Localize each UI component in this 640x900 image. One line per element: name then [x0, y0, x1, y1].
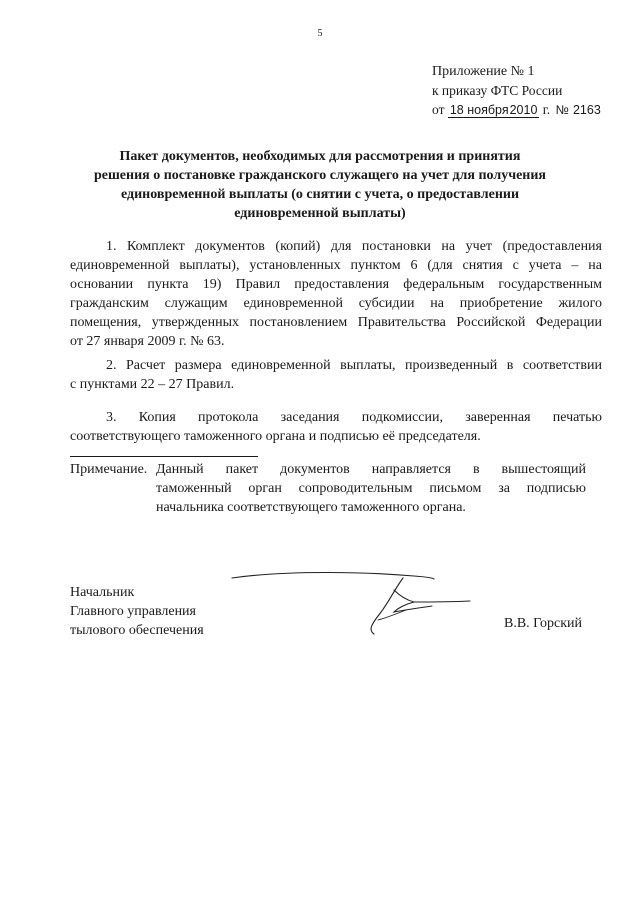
- note-line: начальника соответствующего таможенного органа.: [156, 500, 466, 515]
- appendix-number: 2163: [572, 103, 601, 117]
- appendix-title: Приложение № 1: [432, 64, 535, 79]
- item-1-line: основании пункта 19) Правил предоставления федеральным государственным: [70, 277, 602, 292]
- appendix-header: [432, 62, 603, 119]
- item-2: [70, 356, 602, 394]
- appendix-number-label: №: [555, 103, 569, 117]
- note-row: [70, 460, 590, 517]
- item-3-line: 3. Копия протокола заседания подкомиссии, заверенная печатью: [106, 410, 602, 425]
- item-1: [70, 237, 602, 351]
- appendix-date-line: [432, 100, 603, 119]
- item-2-line: 2. Расчет размера единовременной выплаты, произведенный в соответствии: [106, 358, 602, 373]
- appendix-date-day-month: 18 ноября: [449, 103, 509, 117]
- handwritten-signature: [228, 568, 478, 640]
- item-1-line: от 27 января 2009 г. № 63.: [70, 334, 225, 349]
- item-3-line: соответствующего таможенного органа и подписью её председателя.: [70, 429, 481, 444]
- document-title: [0, 147, 640, 223]
- signer-position: [70, 583, 204, 640]
- footnote-divider: [70, 456, 258, 457]
- appendix-order-ref: к приказу ФТС России: [432, 83, 563, 98]
- note-text: [156, 460, 586, 517]
- appendix-year-suffix: г.: [542, 102, 551, 117]
- title-line: решения о постановке гражданского служащего на учет для получения: [93, 168, 547, 183]
- note-line: таможенный орган сопроводительным письмом за подписью: [156, 481, 586, 496]
- note-block: [70, 460, 590, 517]
- item-2-line: с пунктами 22 – 27 Правил.: [70, 377, 235, 392]
- item-1-line: 1. Комплект документов (копий) для постановки на учет (предоставления: [106, 239, 602, 254]
- appendix-from-label: от: [432, 102, 445, 117]
- page-number: 5: [317, 28, 323, 39]
- appendix-date-year: 2010: [509, 103, 538, 117]
- title-line: Пакет документов, необходимых для рассмотрения и принятия: [119, 149, 521, 164]
- title-line: единовременной выплаты (о снятии с учета, о предоставлении: [120, 187, 520, 202]
- item-1-line: помещения, утвержденных постановлением Правительства Российской Федерации: [70, 315, 602, 330]
- item-1-line: единовременной выплаты), установленных пунктом 6 (для снятия с учета – на: [70, 258, 602, 273]
- title-line: единовременной выплаты): [234, 206, 406, 221]
- signer-name: В.В. Горский: [504, 616, 583, 631]
- item-3: [70, 408, 602, 446]
- item-1-line: гражданским служащим единовременной субсидии на приобретение жилого: [70, 296, 602, 311]
- note-label: Примечание.: [70, 462, 148, 477]
- signer-position-line: тылового обеспечения: [70, 623, 204, 638]
- signer-position-line: Начальник: [70, 585, 135, 600]
- note-line: Данный пакет документов направляется в вышестоящий: [156, 462, 586, 477]
- signer-position-line: Главного управления: [70, 604, 196, 619]
